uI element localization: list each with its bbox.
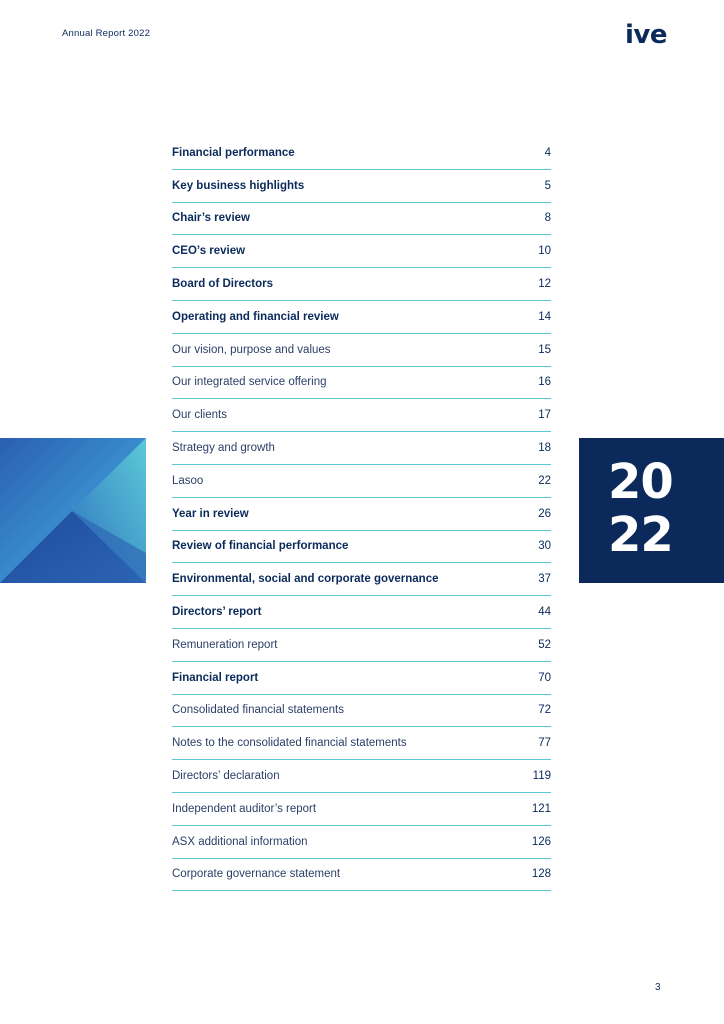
toc-entry-page: 14 xyxy=(538,310,551,323)
toc-entry[interactable] xyxy=(172,432,551,465)
toc-entry-page: 17 xyxy=(538,409,551,422)
toc-entry-page: 10 xyxy=(538,245,551,258)
toc-entry[interactable] xyxy=(172,793,551,826)
toc-entry-label: ASX additional information xyxy=(172,835,308,848)
toc-entry-page: 15 xyxy=(538,343,551,356)
company-logo: ive xyxy=(625,20,667,50)
toc-entry-page: 119 xyxy=(532,770,551,783)
toc-entry[interactable] xyxy=(172,498,551,531)
toc-entry[interactable] xyxy=(172,563,551,596)
toc-entry[interactable] xyxy=(172,629,551,662)
year-digits-bottom: 22 xyxy=(608,507,673,563)
toc-entry-label: Notes to the consolidated financial statements xyxy=(172,737,407,750)
toc-entry[interactable] xyxy=(172,760,551,793)
toc-entry-label: Directors’ declaration xyxy=(172,770,280,783)
toc-entry-label: CEO’s review xyxy=(172,245,246,258)
toc-entry[interactable] xyxy=(172,137,551,170)
toc-entry[interactable] xyxy=(172,465,551,498)
toc-entry[interactable] xyxy=(172,662,551,695)
toc-entry[interactable] xyxy=(172,268,551,301)
toc-entry-label: Our integrated service offering xyxy=(172,376,327,389)
toc-entry-page: 44 xyxy=(538,606,551,619)
toc-entry-page: 22 xyxy=(538,474,551,487)
toc-entry-page: 77 xyxy=(538,737,551,750)
toc-entry-label: Strategy and growth xyxy=(172,442,275,455)
toc-entry[interactable] xyxy=(172,531,551,564)
toc-entry-label: Chair’s review xyxy=(172,212,250,225)
toc-entry-label: Directors’ report xyxy=(172,606,262,619)
toc-entry-label: Key business highlights xyxy=(172,179,305,192)
toc-entry[interactable] xyxy=(172,859,551,892)
toc-entry-page: 30 xyxy=(538,540,551,553)
toc-entry-label: Board of Directors xyxy=(172,278,273,291)
toc-entry[interactable] xyxy=(172,596,551,629)
toc-entry-label: Operating and financial review xyxy=(172,310,339,323)
toc-entry[interactable] xyxy=(172,170,551,203)
report-title: Annual Report 2022 xyxy=(62,28,151,39)
toc-entry-page: 5 xyxy=(544,179,551,192)
toc-entry[interactable] xyxy=(172,235,551,268)
toc-entry[interactable] xyxy=(172,334,551,367)
toc-entry-page: 121 xyxy=(531,802,551,815)
toc-entry[interactable] xyxy=(172,727,551,760)
year-digits-top: 20 xyxy=(608,454,673,510)
toc-entry-label: Corporate governance statement xyxy=(172,868,341,881)
toc-entry[interactable] xyxy=(172,695,551,728)
toc-entry-label: Environmental, social and corporate governance xyxy=(172,573,439,586)
toc-entry-label: Consolidated financial statements xyxy=(172,704,344,717)
toc-entry-page: 128 xyxy=(531,868,551,881)
toc-entry-page: 72 xyxy=(538,704,551,717)
table-of-contents xyxy=(172,137,551,891)
toc-entry-page: 37 xyxy=(538,573,551,586)
toc-entry-label: Financial performance xyxy=(172,146,295,159)
toc-entry[interactable] xyxy=(172,399,551,432)
page-number: 3 xyxy=(655,982,661,993)
toc-entry-page: 26 xyxy=(538,507,551,520)
toc-entry[interactable] xyxy=(172,301,551,334)
toc-entry-label: Lasoo xyxy=(172,474,204,487)
toc-entry-page: 126 xyxy=(531,835,551,848)
toc-entry-page: 70 xyxy=(538,671,551,684)
toc-entry-label: Review of financial performance xyxy=(172,540,349,553)
decorative-gradient-graphic xyxy=(0,438,146,583)
toc-entry-label: Our clients xyxy=(172,409,227,422)
toc-entry-label: Year in review xyxy=(172,507,249,520)
toc-entry-page: 4 xyxy=(544,146,551,159)
toc-entry[interactable] xyxy=(172,367,551,400)
toc-entry[interactable] xyxy=(172,203,551,236)
toc-entry-label: Financial report xyxy=(172,671,259,684)
toc-entry[interactable] xyxy=(172,826,551,859)
toc-entry-page: 16 xyxy=(538,376,551,389)
toc-entry-label: Remuneration report xyxy=(172,638,278,651)
toc-entry-label: Independent auditor’s report xyxy=(172,802,317,815)
year-block xyxy=(579,438,724,583)
toc-entry-label: Our vision, purpose and values xyxy=(172,343,331,356)
toc-entry-page: 18 xyxy=(538,442,551,455)
toc-entry-page: 12 xyxy=(538,278,551,291)
toc-entry-page: 52 xyxy=(538,638,551,651)
toc-entry-page: 8 xyxy=(544,212,551,225)
